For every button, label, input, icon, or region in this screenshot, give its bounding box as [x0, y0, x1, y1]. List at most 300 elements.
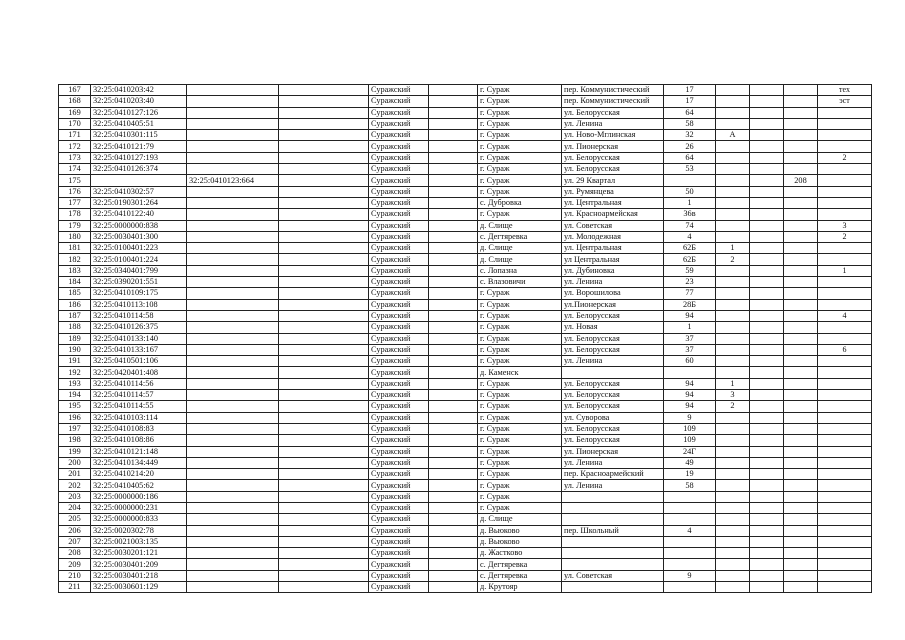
locality-name: г. Сураж [478, 423, 562, 434]
district-name: Суражский [369, 367, 429, 378]
apartment-number [784, 152, 818, 163]
district-name: Суражский [369, 310, 429, 321]
house-number [664, 175, 716, 186]
cadastral-number-secondary [187, 367, 279, 378]
district-name: Суражский [369, 344, 429, 355]
house-number: 58 [664, 118, 716, 129]
house-number: 109 [664, 423, 716, 434]
note-value [818, 197, 872, 208]
district-name: Суражский [369, 152, 429, 163]
house-number: 37 [664, 333, 716, 344]
note-value [818, 491, 872, 502]
empty-cell [279, 344, 369, 355]
table-row [59, 514, 872, 525]
building-number [716, 344, 750, 355]
apartment-number [784, 288, 818, 299]
cadastral-number: 32:25:0000000:838 [91, 220, 187, 231]
table-row [59, 243, 872, 254]
table-row [59, 469, 872, 480]
row-number: 167 [59, 85, 91, 96]
row-number: 207 [59, 536, 91, 547]
empty-cell [429, 220, 478, 231]
table-row [59, 570, 872, 581]
street-name [562, 514, 664, 525]
note-value [818, 525, 872, 536]
empty-cell [750, 525, 784, 536]
row-number: 191 [59, 356, 91, 367]
row-number: 169 [59, 107, 91, 118]
row-number: 187 [59, 310, 91, 321]
street-name: ул. Советская [562, 220, 664, 231]
building-number [716, 559, 750, 570]
table-row [59, 536, 872, 547]
cadastral-number-secondary [187, 288, 279, 299]
building-number [716, 322, 750, 333]
apartment-number [784, 525, 818, 536]
cadastral-number-secondary [187, 457, 279, 468]
house-number [664, 502, 716, 513]
empty-cell [279, 401, 369, 412]
table-row [59, 310, 872, 321]
empty-cell [750, 107, 784, 118]
note-value [818, 367, 872, 378]
building-number: 1 [716, 378, 750, 389]
note-value [818, 435, 872, 446]
note-value [818, 514, 872, 525]
row-number: 181 [59, 243, 91, 254]
apartment-number: 208 [784, 175, 818, 186]
building-number [716, 469, 750, 480]
house-number: 1 [664, 197, 716, 208]
locality-name: г. Сураж [478, 118, 562, 129]
house-number: 4 [664, 525, 716, 536]
row-number: 182 [59, 254, 91, 265]
house-number: 94 [664, 310, 716, 321]
cadastral-number-secondary [187, 277, 279, 288]
empty-cell [279, 152, 369, 163]
cadastral-number-secondary [187, 502, 279, 513]
street-name [562, 502, 664, 513]
street-name [562, 491, 664, 502]
note-value [818, 412, 872, 423]
note-value [818, 570, 872, 581]
street-name [562, 582, 664, 593]
house-number [664, 536, 716, 547]
locality-name: г. Сураж [478, 412, 562, 423]
cadastral-number-secondary [187, 378, 279, 389]
district-name: Суражский [369, 435, 429, 446]
street-name: ул. Белорусская [562, 435, 664, 446]
table-row [59, 299, 872, 310]
street-name: ул. Ленина [562, 118, 664, 129]
note-value [818, 548, 872, 559]
empty-cell [429, 141, 478, 152]
row-number: 193 [59, 378, 91, 389]
empty-cell [750, 220, 784, 231]
table-row [59, 130, 872, 141]
building-number [716, 480, 750, 491]
house-number: 4 [664, 231, 716, 242]
cadastral-number: 32:25:0410127:126 [91, 107, 187, 118]
table-row [59, 220, 872, 231]
district-name: Суражский [369, 175, 429, 186]
empty-cell [750, 582, 784, 593]
empty-cell [279, 378, 369, 389]
locality-name: г. Сураж [478, 322, 562, 333]
apartment-number [784, 514, 818, 525]
street-name [562, 367, 664, 378]
building-number [716, 107, 750, 118]
district-name: Суражский [369, 141, 429, 152]
row-number: 184 [59, 277, 91, 288]
empty-cell [279, 480, 369, 491]
house-number: 62Б [664, 243, 716, 254]
street-name: ул. Дубиновка [562, 265, 664, 276]
table-row [59, 118, 872, 129]
cadastral-number-secondary [187, 141, 279, 152]
empty-cell [279, 220, 369, 231]
street-name: пер. Коммунистический [562, 96, 664, 107]
empty-cell [750, 356, 784, 367]
empty-cell [429, 277, 478, 288]
district-name: Суражский [369, 457, 429, 468]
table-row [59, 548, 872, 559]
cadastral-number: 32:25:0030601:129 [91, 582, 187, 593]
district-name: Суражский [369, 243, 429, 254]
cadastral-number: 32:25:0410501:106 [91, 356, 187, 367]
house-number [664, 367, 716, 378]
cadastral-number: 32:25:0410108:83 [91, 423, 187, 434]
note-value: тех [818, 85, 872, 96]
district-name: Суражский [369, 491, 429, 502]
cadastral-number: 32:25:0190301:264 [91, 197, 187, 208]
street-name: ул. Пионерская [562, 446, 664, 457]
empty-cell [750, 491, 784, 502]
district-name: Суражский [369, 96, 429, 107]
locality-name: с. Дегтяревка [478, 231, 562, 242]
locality-name: д. Слище [478, 514, 562, 525]
street-name: ул. Ленина [562, 277, 664, 288]
street-name: ул. Ленина [562, 356, 664, 367]
empty-cell [279, 491, 369, 502]
locality-name: г. Сураж [478, 401, 562, 412]
empty-cell [429, 130, 478, 141]
empty-cell [279, 277, 369, 288]
row-number: 195 [59, 401, 91, 412]
row-number: 197 [59, 423, 91, 434]
cadastral-number: 32:25:0030401:218 [91, 570, 187, 581]
locality-name: д. Вьюково [478, 525, 562, 536]
street-name: ул. Белорусская [562, 164, 664, 175]
cadastral-number: 32:25:0000000:231 [91, 502, 187, 513]
district-name: Суражский [369, 277, 429, 288]
empty-cell [429, 299, 478, 310]
apartment-number [784, 310, 818, 321]
building-number [716, 536, 750, 547]
empty-cell [750, 197, 784, 208]
empty-cell [750, 401, 784, 412]
empty-cell [429, 401, 478, 412]
locality-name: г. Сураж [478, 85, 562, 96]
locality-name: с. Дегтяревка [478, 570, 562, 581]
district-name: Суражский [369, 356, 429, 367]
row-number: 196 [59, 412, 91, 423]
empty-cell [279, 231, 369, 242]
locality-name: г. Сураж [478, 310, 562, 321]
table-row [59, 582, 872, 593]
empty-cell [279, 118, 369, 129]
table-row [59, 85, 872, 96]
empty-cell [750, 299, 784, 310]
house-number: 28Б [664, 299, 716, 310]
building-number [716, 435, 750, 446]
note-value [818, 457, 872, 468]
cadastral-number-secondary [187, 243, 279, 254]
register-body [59, 85, 872, 593]
cadastral-number: 32:25:0340401:799 [91, 265, 187, 276]
cadastral-number-secondary: 32:25:0410123:664 [187, 175, 279, 186]
table-row [59, 480, 872, 491]
note-value [818, 254, 872, 265]
apartment-number [784, 254, 818, 265]
empty-cell [279, 514, 369, 525]
district-name: Суражский [369, 107, 429, 118]
district-name: Суражский [369, 254, 429, 265]
district-name: Суражский [369, 469, 429, 480]
row-number: 180 [59, 231, 91, 242]
empty-cell [429, 469, 478, 480]
empty-cell [750, 514, 784, 525]
row-number: 199 [59, 446, 91, 457]
house-number: 19 [664, 469, 716, 480]
table-row [59, 322, 872, 333]
table-row [59, 254, 872, 265]
row-number: 205 [59, 514, 91, 525]
district-name: Суражский [369, 164, 429, 175]
street-name: ул. Белорусская [562, 310, 664, 321]
note-value [818, 288, 872, 299]
empty-cell [750, 390, 784, 401]
district-name: Суражский [369, 186, 429, 197]
locality-name: г. Сураж [478, 502, 562, 513]
locality-name: г. Сураж [478, 130, 562, 141]
cadastral-number-secondary [187, 446, 279, 457]
locality-name: г. Сураж [478, 344, 562, 355]
empty-cell [429, 480, 478, 491]
cadastral-number-secondary [187, 344, 279, 355]
note-value [818, 446, 872, 457]
empty-cell [429, 525, 478, 536]
building-number [716, 96, 750, 107]
building-number [716, 446, 750, 457]
empty-cell [750, 367, 784, 378]
house-number: 77 [664, 288, 716, 299]
empty-cell [429, 265, 478, 276]
house-number: 94 [664, 401, 716, 412]
table-row [59, 435, 872, 446]
note-value [818, 118, 872, 129]
table-row [59, 502, 872, 513]
house-number [664, 491, 716, 502]
apartment-number [784, 378, 818, 389]
house-number: 64 [664, 107, 716, 118]
note-value [818, 107, 872, 118]
cadastral-number: 32:25:0410109:175 [91, 288, 187, 299]
house-number: 62Б [664, 254, 716, 265]
building-number [716, 570, 750, 581]
street-name: пер. Коммунистический [562, 85, 664, 96]
street-name: пер. Школьный [562, 525, 664, 536]
house-number: 50 [664, 186, 716, 197]
empty-cell [279, 502, 369, 513]
building-number [716, 333, 750, 344]
empty-cell [429, 254, 478, 265]
building-number: 2 [716, 254, 750, 265]
empty-cell [750, 378, 784, 389]
cadastral-number: 32:25:0410122:40 [91, 209, 187, 220]
district-name: Суражский [369, 322, 429, 333]
street-name: ул. Белорусская [562, 333, 664, 344]
locality-name: д. Каменск [478, 367, 562, 378]
empty-cell [750, 412, 784, 423]
district-name: Суражский [369, 299, 429, 310]
street-name: ул. Румянцева [562, 186, 664, 197]
table-row [59, 209, 872, 220]
apartment-number [784, 96, 818, 107]
note-value [818, 582, 872, 593]
empty-cell [429, 333, 478, 344]
cadastral-number-secondary [187, 525, 279, 536]
cadastral-number: 32:25:0021003:135 [91, 536, 187, 547]
building-number [716, 197, 750, 208]
register-table [58, 84, 872, 593]
district-name: Суражский [369, 570, 429, 581]
cadastral-number: 32:25:0410133:140 [91, 333, 187, 344]
building-number [716, 152, 750, 163]
building-number [716, 265, 750, 276]
locality-name: д. Слище [478, 220, 562, 231]
empty-cell [429, 536, 478, 547]
cadastral-number-secondary [187, 570, 279, 581]
table-row [59, 152, 872, 163]
cadastral-number-secondary [187, 152, 279, 163]
note-value [818, 277, 872, 288]
locality-name: г. Сураж [478, 152, 562, 163]
locality-name: г. Сураж [478, 446, 562, 457]
empty-cell [750, 118, 784, 129]
table-row [59, 525, 872, 536]
cadastral-number: 32:25:0000000:186 [91, 491, 187, 502]
building-number [716, 85, 750, 96]
cadastral-number: 32:25:0100401:223 [91, 243, 187, 254]
row-number: 170 [59, 118, 91, 129]
apartment-number [784, 367, 818, 378]
cadastral-number: 32:25:0410405:62 [91, 480, 187, 491]
apartment-number [784, 277, 818, 288]
house-number: 9 [664, 570, 716, 581]
apartment-number [784, 265, 818, 276]
empty-cell [750, 209, 784, 220]
row-number: 211 [59, 582, 91, 593]
house-number: 1 [664, 322, 716, 333]
building-number [716, 175, 750, 186]
locality-name: г. Сураж [478, 288, 562, 299]
empty-cell [750, 254, 784, 265]
locality-name: г. Сураж [478, 186, 562, 197]
empty-cell [750, 333, 784, 344]
note-value [818, 480, 872, 491]
cadastral-number-secondary [187, 548, 279, 559]
empty-cell [429, 164, 478, 175]
note-value: 2 [818, 152, 872, 163]
empty-cell [279, 548, 369, 559]
cadastral-number-secondary [187, 186, 279, 197]
locality-name: г. Сураж [478, 356, 562, 367]
locality-name: г. Сураж [478, 175, 562, 186]
apartment-number [784, 548, 818, 559]
district-name: Суражский [369, 559, 429, 570]
cadastral-number-secondary [187, 130, 279, 141]
street-name: ул. Советская [562, 570, 664, 581]
cadastral-number-secondary [187, 536, 279, 547]
locality-name: д. Слище [478, 254, 562, 265]
locality-name: с. Лопазна [478, 265, 562, 276]
apartment-number [784, 356, 818, 367]
cadastral-number: 32:25:0410126:374 [91, 164, 187, 175]
note-value [818, 299, 872, 310]
apartment-number [784, 209, 818, 220]
building-number [716, 502, 750, 513]
empty-cell [279, 469, 369, 480]
cadastral-number-secondary [187, 514, 279, 525]
note-value: 2 [818, 231, 872, 242]
empty-cell [750, 548, 784, 559]
cadastral-number: 32:25:0030201:121 [91, 548, 187, 559]
empty-cell [429, 582, 478, 593]
cadastral-number: 32:25:0030401:300 [91, 231, 187, 242]
street-name: ул. Пионерская [562, 141, 664, 152]
street-name: ул. Ново-Мглинская [562, 130, 664, 141]
note-value [818, 333, 872, 344]
cadastral-number: 32:25:0410114:57 [91, 390, 187, 401]
cadastral-number: 32:25:0410113:108 [91, 299, 187, 310]
empty-cell [279, 390, 369, 401]
building-number [716, 423, 750, 434]
empty-cell [429, 435, 478, 446]
apartment-number [784, 141, 818, 152]
empty-cell [279, 536, 369, 547]
house-number: 17 [664, 85, 716, 96]
apartment-number [784, 322, 818, 333]
street-name: ул. Суворова [562, 412, 664, 423]
empty-cell [429, 423, 478, 434]
note-value [818, 141, 872, 152]
empty-cell [279, 197, 369, 208]
empty-cell [429, 570, 478, 581]
empty-cell [279, 288, 369, 299]
row-number: 201 [59, 469, 91, 480]
empty-cell [750, 288, 784, 299]
street-name: ул. Красноармейская [562, 209, 664, 220]
cadastral-number: 32:25:0410127:193 [91, 152, 187, 163]
apartment-number [784, 480, 818, 491]
empty-cell [279, 310, 369, 321]
cadastral-number-secondary [187, 254, 279, 265]
apartment-number [784, 231, 818, 242]
note-value [818, 423, 872, 434]
row-number: 188 [59, 322, 91, 333]
street-name [562, 559, 664, 570]
